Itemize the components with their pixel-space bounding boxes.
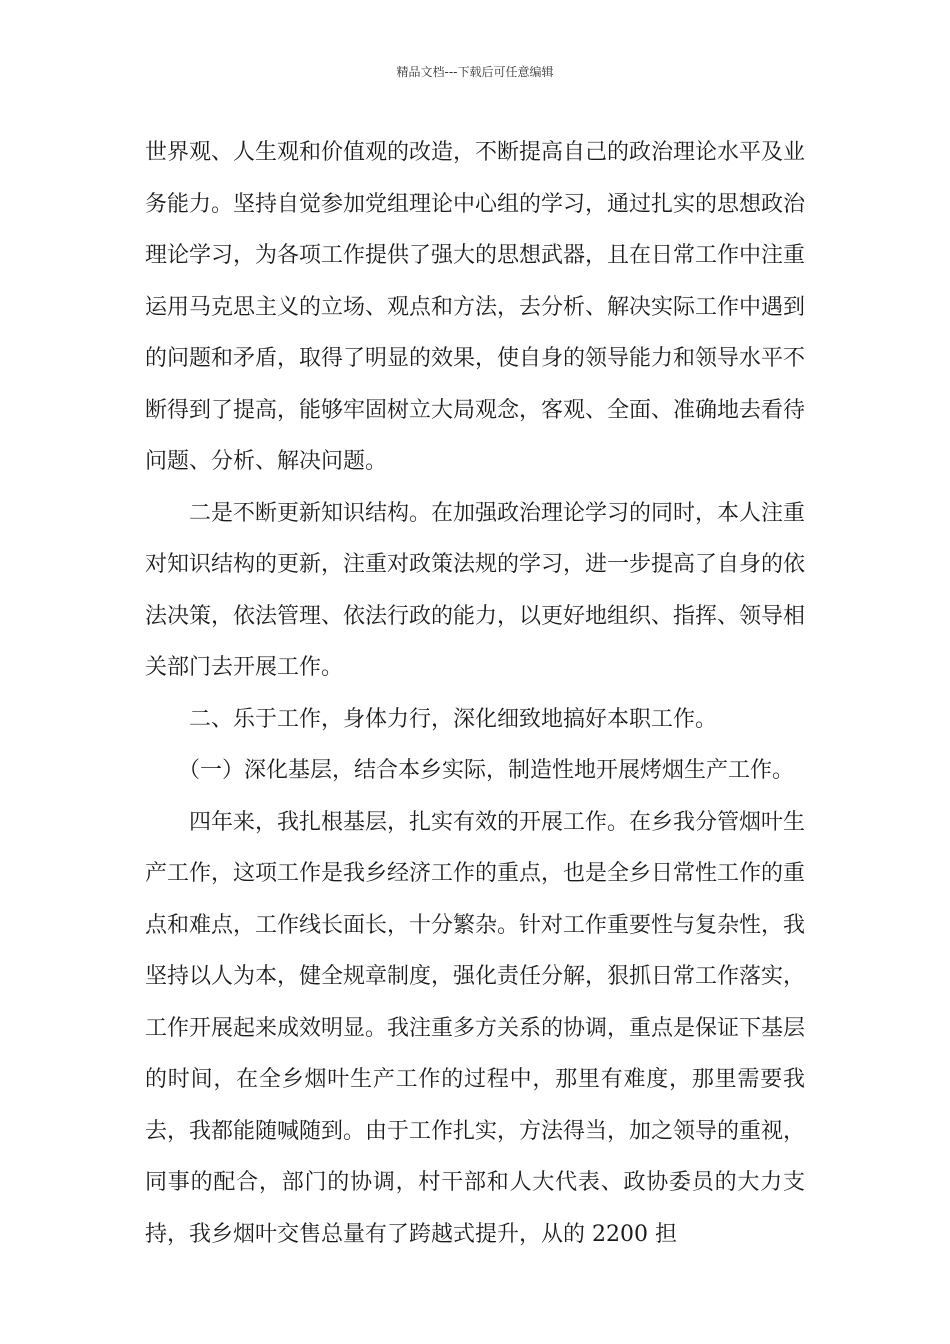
document-body [145,127,805,1260]
subsection-heading-grassroots: （一）深化基层，结合本乡实际，制造性地开展烤烟生产工作。 [178,758,795,783]
page-header: 精品文档---下载后可任意编辑 [396,65,554,79]
section-heading-work: 二、乐于工作，身体力行，深化细致地搞好本职工作。 [189,706,718,732]
paragraph-worldview: 世界观、人生观和价值观的改造，不断提高自己的政治理论水平及业务能力。坚持自觉参加党组理论中心组的学习，通过扎实的思想政治理论学习，为各项工作提供了强大的思想武器，且在日常工作中注重运用马克思主义的立场、观点和方法，去分析、解决实际工作中遇到的问题和矛盾，取得了明显的效果，使自身的领导能力和领导水平不断得到了提高，能够牢固树立大局观念，客观、全面、准确地去看待问题、分析、解决问题。 [145,140,806,474]
paragraph-four-years: 四年来，我扎根基层，扎实有效的开展工作。在乡我分管烟叶生产工作，这项工作是我乡经济工作的重点，也是全乡日常性工作的重点和难点，工作线长面长，十分繁杂。针对工作重要性与复杂性，我坚持以人为本，健全规章制度，强化责任分解，狠抓日常工作落实，工作开展起来成效明显。我注重多方关系的协调，重点是保证下基层的时间，在全乡烟叶生产工作的过程中，那里有难度，那里需要我去，我都能随喊随到。由于工作扎实，方法得当，加之领导的重视，同事的配合，部门的协调，村干部和人大代表、政协委员的大力支持，我乡烟叶交售总量有了跨越式提升，从的 2200 担 [145,809,806,1247]
paragraph-knowledge-structure: 二是不断更新知识结构。在加强政治理论学习的同时，本人注重对知识结构的更新，注重对政策法规的学习，进一步提高了自身的依法决策，依法管理、依法行政的能力，以更好地组织、指挥、领导相关部门去开展工作。 [145,500,806,680]
